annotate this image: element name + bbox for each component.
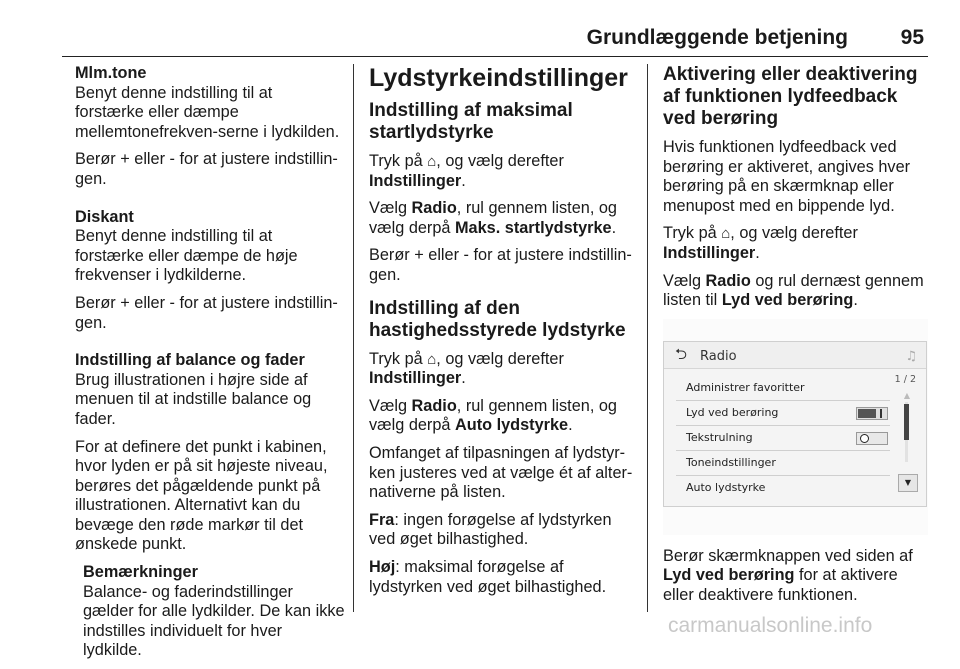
column-divider bbox=[353, 64, 354, 612]
home-icon: ⌂ bbox=[721, 225, 731, 243]
infotainment-screen bbox=[663, 341, 927, 507]
note-text: Balance- og faderindstillinger gælder for alle lydkilder. De kan ikke indstilles individuelt for hver lydkilde. bbox=[83, 582, 345, 660]
menu-item-tone[interactable]: Toneindstillinger bbox=[676, 451, 890, 476]
diskant-title: Diskant bbox=[75, 207, 134, 226]
section-title-feedback: Aktivering eller deaktivering af funktionen lydfeedback ved berøring bbox=[663, 64, 918, 129]
mlm-text: Benyt denne indstilling til at forstærke eller dæmpe mellemtonefrekven-serne i lydkilden. bbox=[75, 83, 340, 141]
screen-illustration bbox=[663, 319, 928, 535]
menu-item-text-scroll[interactable]: Tekstrulning bbox=[676, 426, 890, 451]
feedback-text: Hvis funktionen lydfeedback ved berøring er aktiveret, angives hver berøring på en skærmknap eller menupost med en bippende lyd. bbox=[663, 138, 911, 215]
scroll-down-icon[interactable]: ▼ bbox=[898, 474, 918, 492]
page-number: 95 bbox=[900, 26, 924, 49]
column-divider bbox=[647, 64, 648, 612]
screen-scrollbar[interactable] bbox=[898, 386, 916, 494]
option-fra: Fra: ingen forøgelse af lydstyrken ved øget bilhastighed. bbox=[369, 510, 612, 549]
menu-item-touch-feedback[interactable]: Lyd ved berøring bbox=[676, 401, 890, 426]
diskant-text: Benyt denne indstilling til at forstærke eller dæmpe de høje frekvenser i lydkilderne. bbox=[75, 227, 298, 285]
screen-header bbox=[664, 342, 926, 369]
menu-item-auto-volume[interactable]: Auto lydstyrke bbox=[686, 480, 766, 494]
option-hoj: Høj: maksimal forøgelse af lydstyrken ved øget bilhastighed. bbox=[369, 557, 607, 596]
home-icon: ⌂ bbox=[427, 350, 437, 368]
bottom-instruction: Berør skærmknappen ved siden af Lyd ved berøring for at aktivere eller deaktivere funktionen. bbox=[663, 546, 913, 604]
scroll-up-icon[interactable]: ▲ bbox=[903, 390, 911, 400]
scroll-thumb[interactable] bbox=[904, 404, 909, 440]
diskant-text-2: Berør + eller - for at justere indstillin-gen. bbox=[75, 293, 338, 332]
adjust-description: Omfanget af tilpasningen af lydstyr-ken justeres ved at vælge ét af alter-nativerne på listen. bbox=[369, 443, 633, 502]
text-scroll-toggle[interactable] bbox=[856, 432, 888, 445]
header-title: Grundlæggende betjening bbox=[586, 26, 848, 49]
home-icon: ⌂ bbox=[427, 153, 437, 170]
header-rule bbox=[62, 56, 928, 57]
page-header bbox=[0, 0, 960, 54]
note-title: Bemærkninger bbox=[83, 563, 198, 582]
column-3 bbox=[663, 64, 928, 614]
column-1 bbox=[75, 64, 345, 669]
mlm-title: Mlm.tone bbox=[75, 64, 147, 82]
instruction-adjust: Berør + eller - for at justere indstillin-gen. bbox=[369, 246, 632, 284]
screen-page-indicator: 1 / 2 bbox=[894, 373, 916, 385]
instruction-radio-2: Vælg Radio, rul gennem listen, og vælg derpå Auto lydstyrke. bbox=[369, 396, 617, 435]
screen-menu-list bbox=[676, 376, 890, 500]
section-title: Lydstyrkeindstillinger bbox=[369, 64, 628, 92]
note-box bbox=[83, 563, 345, 661]
instruction-home-3: Tryk på ⌂, og vælg derefter Indstillinger. bbox=[663, 224, 858, 262]
column-2 bbox=[369, 64, 634, 605]
menu-item-favorites[interactable]: Administrer favoritter bbox=[676, 376, 890, 401]
mlm-text-2: Berør + eller - for at justere indstillin-gen. bbox=[75, 150, 338, 188]
instruction-home: Tryk på ⌂, og vælg derefter Indstillinger. bbox=[369, 152, 564, 190]
screen-title: Radio bbox=[700, 348, 737, 364]
instruction-radio: Vælg Radio, rul gennem listen, og vælg derpå Maks. startlydstyrke. bbox=[369, 199, 617, 237]
instruction-home-2: Tryk på ⌂, og vælg derefter Indstillinger. bbox=[369, 349, 564, 388]
subsection-title-max-start: Indstilling af maksimal startlydstyrke bbox=[369, 100, 573, 143]
balance-text-2: For at definere det punkt i kabinen, hvor lyden er på sit højeste niveau, berøres det pågældende punkt på illustrationen. Alternativt kan du bevæge den røde markør til det ønskede punkt. bbox=[75, 437, 328, 554]
instruction-radio-3: Vælg Radio og rul dernæst gennem listen til Lyd ved berøring. bbox=[663, 271, 924, 310]
balance-text: Brug illustrationen i højre side af menuen til at indstille balance og fader. bbox=[75, 370, 312, 428]
balance-title: Indstilling af balance og fader bbox=[75, 351, 305, 370]
touch-feedback-toggle[interactable] bbox=[856, 407, 888, 420]
watermark: carmanualsonline.info bbox=[668, 614, 873, 637]
music-note-icon: ♫ bbox=[905, 348, 917, 364]
back-arrow-icon[interactable]: ⮌ bbox=[675, 344, 688, 363]
subsection-title-speed: Indstilling af den hastighedsstyrede lydstyrke bbox=[369, 297, 626, 341]
